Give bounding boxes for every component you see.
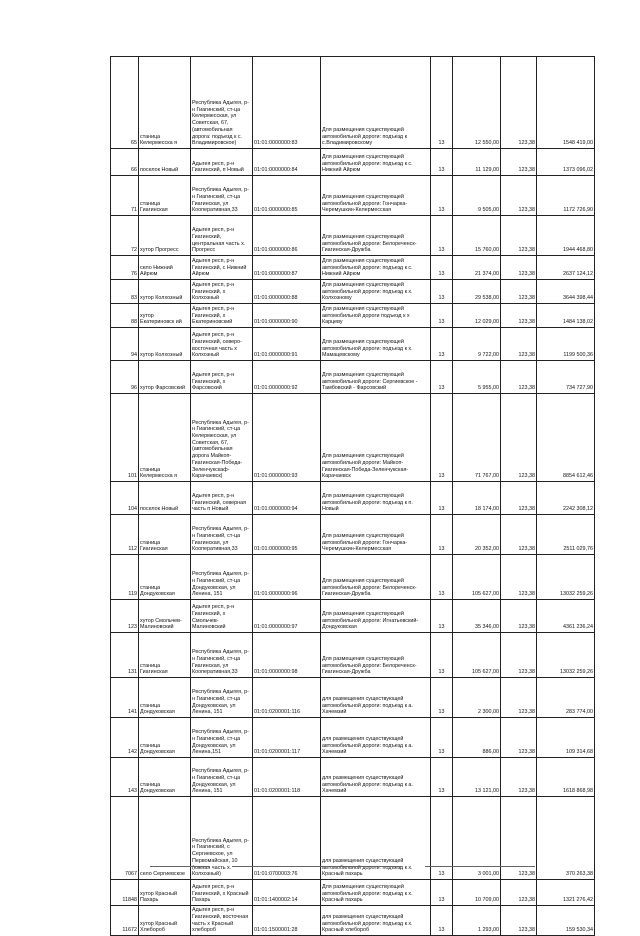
address-cell: Адыгея респ, р-н Гиагинский, х Красный Пахарь [191, 880, 253, 906]
rate-cell: 123,38 [501, 555, 537, 600]
row-number: 112 [111, 515, 139, 555]
settlement-cell: хутор Фарсовский [139, 361, 191, 394]
table-row [111, 394, 595, 482]
address-cell: Адыгея респ, р-н Гиагинский, х Колхозный [191, 280, 253, 304]
cadastral-value-cell: 13032 259,26 [537, 555, 595, 600]
cadastral-number-cell: 01:01:0000000:98 [253, 633, 321, 678]
cadastral-value-cell: 1321 276,42 [537, 880, 595, 906]
settlement-cell: поселок Новый [139, 149, 191, 176]
area-cell: 10 709,00 [453, 880, 501, 906]
table-row [111, 304, 595, 328]
area-cell: 13 121,00 [453, 758, 501, 797]
settlement-cell: село Нижний Айрюм [139, 256, 191, 280]
table-row [111, 718, 595, 758]
address-cell: Республика Адыгея, р-н Гиагинский, ст-ца Дондуковская, ул Ленина, 151 [191, 555, 253, 600]
address-cell: Адыгея респ, р-н Гиагинский, х Екатериновский [191, 304, 253, 328]
category-code-cell: 13 [431, 880, 453, 906]
cadastral-value-cell: 734 727,90 [537, 361, 595, 394]
permitted-use-cell: Для размещения существующей автомобильной дороги: Белореченск-Гиагинская-Дружба [321, 633, 431, 678]
cadastral-value-cell: 1548 419,00 [537, 57, 595, 149]
category-code-cell: 13 [431, 256, 453, 280]
table-row [111, 256, 595, 280]
settlement-cell: станица Гиагинская [139, 633, 191, 678]
address-cell: Республика Адыгея, р-н Гиагинский, с Сергиевское, ул Первомайская, 10 (южная часть х. Колхозный) [191, 797, 253, 880]
cadastral-number-cell: 01:01:0000000:88 [253, 280, 321, 304]
rate-cell: 123,38 [501, 600, 537, 633]
cadastral-number-cell: 01:01:0000000:95 [253, 515, 321, 555]
rate-cell: 123,38 [501, 394, 537, 482]
permitted-use-cell: Для размещения существующей автомобильной дороги: Гончарка-Черемушкин-Келермесская [321, 176, 431, 216]
category-code-cell: 13 [431, 149, 453, 176]
area-cell: 105 627,00 [453, 555, 501, 600]
cadastral-number-cell: 01:01:0000000:85 [253, 176, 321, 216]
cadastral-number-cell: 01:01:0200001:116 [253, 678, 321, 718]
cadastral-value-cell: 1618 868,98 [537, 758, 595, 797]
area-cell: 2 300,00 [453, 678, 501, 718]
settlement-cell: хутор Екатериновск ий [139, 304, 191, 328]
category-code-cell: 13 [431, 216, 453, 256]
row-number: 123 [111, 600, 139, 633]
rate-cell: 123,38 [501, 797, 537, 880]
address-cell: Адыгея респ, р-н Гиагинский, х Фарсовский [191, 361, 253, 394]
permitted-use-cell: Для размещения существующей автомобильной дороги: подъезд к с. Нижний Айрюм [321, 256, 431, 280]
row-number: 141 [111, 678, 139, 718]
category-code-cell: 13 [431, 718, 453, 758]
row-number: 65 [111, 57, 139, 149]
address-cell: Адыгея респ, р-н Гиагинский, северная часть п Новый [191, 482, 253, 515]
permitted-use-cell: для размещения существующей автомобильной дороги: подъезд к а. Хачемзий [321, 718, 431, 758]
rate-cell: 123,38 [501, 482, 537, 515]
land-registry-table [110, 56, 595, 936]
area-cell: 18 174,00 [453, 482, 501, 515]
cadastral-value-cell: 13032 259,26 [537, 633, 595, 678]
table-row [111, 361, 595, 394]
rate-cell: 123,38 [501, 515, 537, 555]
settlement-cell: хутор Колхозный [139, 328, 191, 361]
rate-cell: 123,38 [501, 718, 537, 758]
cadastral-value-cell: 8854 612,46 [537, 394, 595, 482]
settlement-cell: село Сергиевское [139, 797, 191, 880]
cadastral-number-cell: 01:01:1400002:14 [253, 880, 321, 906]
rate-cell: 123,38 [501, 216, 537, 256]
cadastral-number-cell: 01:01:0000000:96 [253, 555, 321, 600]
table-row [111, 797, 595, 880]
cadastral-number-cell: 01:01:0200001:118 [253, 758, 321, 797]
table-row [111, 678, 595, 718]
rate-cell: 123,38 [501, 906, 537, 936]
cadastral-value-cell: 1172 726,90 [537, 176, 595, 216]
address-cell: Адыгея респ, р-н Гиагинский, северо-восточная часть х Колхозный [191, 328, 253, 361]
permitted-use-cell: Для размещения существующей автомобильной дороги: подъезд к х. Красный пахарь [321, 880, 431, 906]
footer-line [232, 866, 402, 867]
cadastral-number-cell: 01:01:0200001:117 [253, 718, 321, 758]
area-cell: 21 374,00 [453, 256, 501, 280]
rate-cell: 123,38 [501, 678, 537, 718]
area-cell: 105 627,00 [453, 633, 501, 678]
settlement-cell: станица Келермесска я [139, 57, 191, 149]
row-number: 101 [111, 394, 139, 482]
area-cell: 71 767,00 [453, 394, 501, 482]
permitted-use-cell: Для размещения существующей автомобильной дороги: подъезд к с. Нижний Айрюм [321, 149, 431, 176]
cadastral-value-cell: 3644 398,44 [537, 280, 595, 304]
area-cell: 3 001,00 [453, 797, 501, 880]
address-cell: Адыгея респ, р-н Гиагинский, х Смольчев-Малиновский [191, 600, 253, 633]
cadastral-number-cell: 01:01:0000000:92 [253, 361, 321, 394]
address-cell: Республика Адыгея, р-н Гиагинский, ст-ца Келермесская, ул Советская, 67, (автомобильная дорога Майкоп-Гиагинская-Победа-Зеленчукскаф-Карачаевск) [191, 394, 253, 482]
permitted-use-cell: Для размещения существующей автомобильной дороги: подъезд к п. Новый [321, 482, 431, 515]
row-number: 142 [111, 718, 139, 758]
category-code-cell: 13 [431, 633, 453, 678]
cadastral-value-cell: 1944 468,80 [537, 216, 595, 256]
table-row [111, 149, 595, 176]
cadastral-number-cell: 01:01:0000000:84 [253, 149, 321, 176]
table-row [111, 515, 595, 555]
row-number: 66 [111, 149, 139, 176]
category-code-cell: 13 [431, 758, 453, 797]
table-row [111, 328, 595, 361]
permitted-use-cell: Для размещения существующей автомобильной дороги: Гончарка-Черемушкин-Келермесская [321, 515, 431, 555]
table-row [111, 880, 595, 906]
table-row [111, 758, 595, 797]
row-number: 7067 [111, 797, 139, 880]
category-code-cell: 13 [431, 394, 453, 482]
area-cell: 11 129,00 [453, 149, 501, 176]
permitted-use-cell: Для размещения существующей автомобильной дороги подъезд к х Карцеву [321, 304, 431, 328]
category-code-cell: 13 [431, 280, 453, 304]
cadastral-value-cell: 4361 236,24 [537, 600, 595, 633]
row-number: 143 [111, 758, 139, 797]
area-cell: 29 538,00 [453, 280, 501, 304]
address-cell: Республика Адыгея, р-н Гиагинский, ст-ца Гиагинская, ул Кооперативная,33 [191, 633, 253, 678]
settlement-cell: станица Дондуковская [139, 718, 191, 758]
permitted-use-cell: Для размещения существующей автомобильной дороги: Игнатьевский-Дондуковская [321, 600, 431, 633]
cadastral-number-cell: 01:01:0000000:83 [253, 57, 321, 149]
category-code-cell: 13 [431, 906, 453, 936]
area-cell: 9 722,00 [453, 328, 501, 361]
rate-cell: 123,38 [501, 304, 537, 328]
cadastral-value-cell: 2242 308,12 [537, 482, 595, 515]
category-code-cell: 13 [431, 482, 453, 515]
cadastral-value-cell: 2637 124,12 [537, 256, 595, 280]
area-cell: 886,00 [453, 718, 501, 758]
rate-cell: 123,38 [501, 57, 537, 149]
permitted-use-cell: Для размещения существующей автомобильной дороги: Белореченск-Гиагинская-Дружба [321, 555, 431, 600]
settlement-cell: станица Дондуковская [139, 678, 191, 718]
rate-cell: 123,38 [501, 880, 537, 906]
address-cell: Республика Адыгея, р-н Гиагинский, ст-ца Гиагинская, ул Кооперативная,33 [191, 176, 253, 216]
settlement-cell: хутор Красный Хлебороб [139, 906, 191, 936]
rate-cell: 123,38 [501, 176, 537, 216]
rate-cell: 123,38 [501, 758, 537, 797]
cadastral-value-cell: 109 314,68 [537, 718, 595, 758]
table-row [111, 57, 595, 149]
permitted-use-cell: для размещения существующей автомобильной дороги: подъезд к х. Красный пахарь [321, 797, 431, 880]
cadastral-number-cell: 01:01:0000000:93 [253, 394, 321, 482]
category-code-cell: 13 [431, 600, 453, 633]
area-cell: 5 955,00 [453, 361, 501, 394]
row-number: 11672 [111, 906, 139, 936]
rate-cell: 123,38 [501, 361, 537, 394]
footer-line [425, 866, 535, 867]
address-cell: Республика Адыгея, р-н Гиагинский, ст-ца Дондуковская, ул Ленина, 151 [191, 678, 253, 718]
table-body [111, 57, 595, 936]
settlement-cell: станица Дондуковская [139, 758, 191, 797]
row-number: 96 [111, 361, 139, 394]
area-cell: 35 346,00 [453, 600, 501, 633]
cadastral-number-cell: 01:01:0000000:94 [253, 482, 321, 515]
address-cell: Республика Адыгея, р-н Гиагинский, ст-ца Келермесская, ул Советская, 67, (автомобильная дорога: подъезд к с. Владимировское) [191, 57, 253, 149]
address-cell: Республика Адыгея, р-н Гиагинский, ст-ца Дондуковская, ул Ленина, 151 [191, 758, 253, 797]
category-code-cell: 13 [431, 678, 453, 718]
cadastral-value-cell: 159 530,34 [537, 906, 595, 936]
table-row [111, 482, 595, 515]
settlement-cell: станица Гиагинская [139, 515, 191, 555]
category-code-cell: 13 [431, 361, 453, 394]
address-cell: Республика Адыгея, р-н Гиагинский, ст-ца Дондуковская, ул Ленина,151 [191, 718, 253, 758]
category-code-cell: 13 [431, 328, 453, 361]
category-code-cell: 13 [431, 555, 453, 600]
cadastral-value-cell: 1199 500,36 [537, 328, 595, 361]
settlement-cell: поселок Новый [139, 482, 191, 515]
settlement-cell: станица Дондуковская [139, 555, 191, 600]
table-row [111, 176, 595, 216]
area-cell: 20 352,00 [453, 515, 501, 555]
cadastral-number-cell: 01:01:0000000:87 [253, 256, 321, 280]
cadastral-number-cell: 01:01:1500001:28 [253, 906, 321, 936]
row-number: 83 [111, 280, 139, 304]
cadastral-value-cell: 1373 096,02 [537, 149, 595, 176]
table-row [111, 280, 595, 304]
row-number: 119 [111, 555, 139, 600]
settlement-cell: станица Келермесска я [139, 394, 191, 482]
cadastral-number-cell: 01:01:0000000:90 [253, 304, 321, 328]
category-code-cell: 13 [431, 176, 453, 216]
address-cell: Республика Адыгея, р-н Гиагинский, ст-ца Гиагинская, ул Кооперативная,33 [191, 515, 253, 555]
table-row [111, 555, 595, 600]
category-code-cell: 13 [431, 304, 453, 328]
settlement-cell: хутор Колхозный [139, 280, 191, 304]
permitted-use-cell: Для размещения существующей автомобильной дороги: подъезд к х. Мамацевскому [321, 328, 431, 361]
cadastral-number-cell: 01:01:0000000:86 [253, 216, 321, 256]
category-code-cell: 13 [431, 515, 453, 555]
rate-cell: 123,38 [501, 328, 537, 361]
row-number: 76 [111, 256, 139, 280]
settlement-cell: хутор Прогресс [139, 216, 191, 256]
area-cell: 12 029,00 [453, 304, 501, 328]
area-cell: 9 505,00 [453, 176, 501, 216]
permitted-use-cell: для размещения существующей автомобильной дороги: подъезд к а. Хачемзий [321, 678, 431, 718]
cadastral-number-cell: 01:01:0700003:76 [253, 797, 321, 880]
permitted-use-cell: Для размещения существующей автомобильной дороги: Майкоп-Гиагинская-Победа-Зеленчукская-Карачаевск [321, 394, 431, 482]
settlement-cell: станица Гиагинская [139, 176, 191, 216]
address-cell: Адыгея респ, р-н Гиагинский, п Новый [191, 149, 253, 176]
area-cell: 15 760,00 [453, 216, 501, 256]
permitted-use-cell: для размещения существующей автомобильной дороги: подъезд к х. Красный хлебороб [321, 906, 431, 936]
rate-cell: 123,38 [501, 149, 537, 176]
permitted-use-cell: Для размещения существующей автомобильной дороги: подъезд к х. Колхозному [321, 280, 431, 304]
row-number: 88 [111, 304, 139, 328]
cadastral-number-cell: 01:01:0000000:97 [253, 600, 321, 633]
area-cell: 12 550,00 [453, 57, 501, 149]
cadastral-value-cell: 370 263,38 [537, 797, 595, 880]
cadastral-value-cell: 2511 029,76 [537, 515, 595, 555]
category-code-cell: 13 [431, 57, 453, 149]
address-cell: Адыгея респ, р-н Гиагинский, центральная часть х. Прогресс [191, 216, 253, 256]
table-row [111, 600, 595, 633]
footer-line [150, 866, 210, 867]
settlement-cell: хутор Красный Пахарь [139, 880, 191, 906]
area-cell: 1 293,00 [453, 906, 501, 936]
address-cell: Адыгея респ, р-н Гиагинский, восточная часть х Красный хлебороб [191, 906, 253, 936]
table-row [111, 906, 595, 936]
row-number: 71 [111, 176, 139, 216]
row-number: 11848 [111, 880, 139, 906]
table-row [111, 216, 595, 256]
rate-cell: 123,38 [501, 256, 537, 280]
rate-cell: 123,38 [501, 633, 537, 678]
rate-cell: 123,38 [501, 280, 537, 304]
permitted-use-cell: Для размещения существующей автомобильной дороги: Белореченск-Гиагинская-Дружба [321, 216, 431, 256]
row-number: 131 [111, 633, 139, 678]
category-code-cell: 13 [431, 797, 453, 880]
permitted-use-cell: Для размещения существующей автомобильной дороги: Сергиевское - Тамбовский - Фарсовский [321, 361, 431, 394]
row-number: 72 [111, 216, 139, 256]
cadastral-value-cell: 283 774,00 [537, 678, 595, 718]
settlement-cell: хутор Смольчев-Малиновский [139, 600, 191, 633]
row-number: 104 [111, 482, 139, 515]
table-row [111, 633, 595, 678]
permitted-use-cell: для размещения существующей автомобильной дороги: подъезд к а. Хачемзий [321, 758, 431, 797]
cadastral-value-cell: 1484 138,02 [537, 304, 595, 328]
row-number: 94 [111, 328, 139, 361]
address-cell: Адыгея респ, р-н Гиагинский, с Нижний Айрюм [191, 256, 253, 280]
cadastral-number-cell: 01:01:0000000:91 [253, 328, 321, 361]
permitted-use-cell: Для размещения существующей автомобильной дороги: подъезд к с.Владимировскому [321, 57, 431, 149]
